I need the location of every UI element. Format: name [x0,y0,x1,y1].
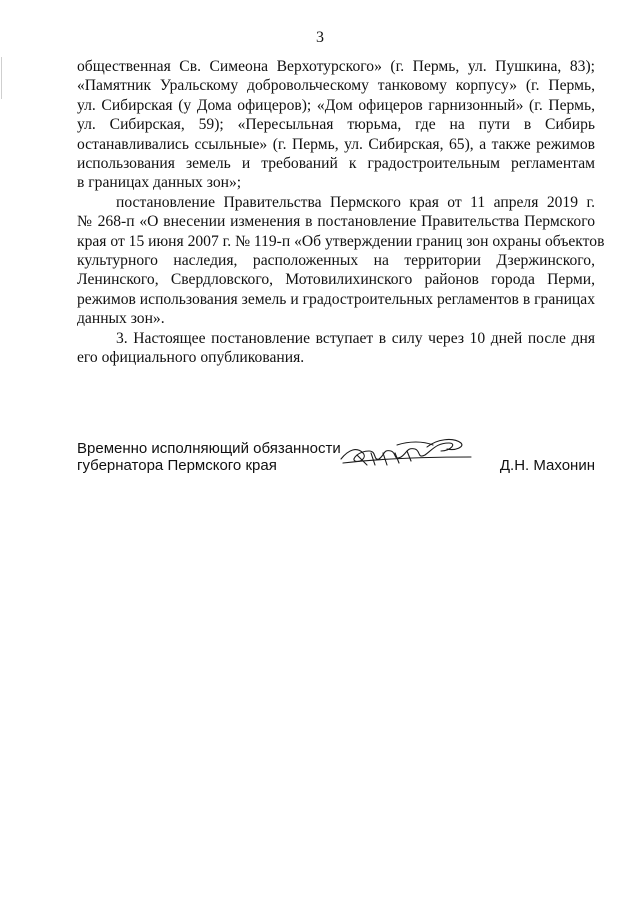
text-line: постановление Правительства Пермского края от 11 апреля 2019 г. [116,193,595,211]
signatory-title [77,441,341,474]
text-line: общественная Св. Симеона Верхотурского» (г. Пермь, ул. Пушкина, 83); [77,58,595,75]
text-line: ул. Сибирская (у Дома офицеров); «Дом офицеров гарнизонный» (г. Пермь, [77,96,595,114]
signatory-title-line: Временно исполняющий обязанности [77,440,341,457]
text-line: Ленинского, Свердловского, Мотовилихинского районов города Перми, [77,271,595,289]
text-line: «Памятник Уральскому добровольческому танковому корпусу» (г. Пермь, [77,77,595,95]
text-line: останавливались ссыльные» (г. Пермь, ул. Сибирская, 65), а также режимов [77,135,595,153]
text-line: ул. Сибирская, 59); «Пересыльная тюрьма, где на пути в Сибирь [77,116,595,134]
text-line: края от 15 июня 2007 г. № 119-п «Об утверждении границ зон охраны объектов [77,232,605,250]
paragraph-continuation [77,57,595,193]
text-line: 3. Настоящее постановление вступает в силу через 10 дней после дня [116,329,595,347]
page-number: 3 [316,29,324,46]
text-line: данных зон». [77,310,165,328]
signatory-title-line: губернатора Пермского края [77,456,277,474]
handwritten-signature [337,437,477,471]
paragraph-resolution-268 [77,193,605,329]
text-line: культурного наследия, расположенных на территории Дзержинского, [77,252,595,270]
signatory-name: Д.Н. Махонин [499,457,595,474]
text-line: № 268-п «О внесении изменения в постановление Правительства Пермского [77,213,595,231]
text-line: режимов использования земель и градостроительных регламентов в границах [77,290,595,308]
paragraph-effective-date [77,329,595,368]
document-body [77,57,605,368]
scan-edge-mark [1,57,2,99]
text-line: в границах данных зон»; [77,174,242,192]
signature-block [77,441,595,481]
text-line: использования земель и требований к градостроительным регламентам [77,155,595,173]
text-line: его официального опубликования. [77,349,305,367]
